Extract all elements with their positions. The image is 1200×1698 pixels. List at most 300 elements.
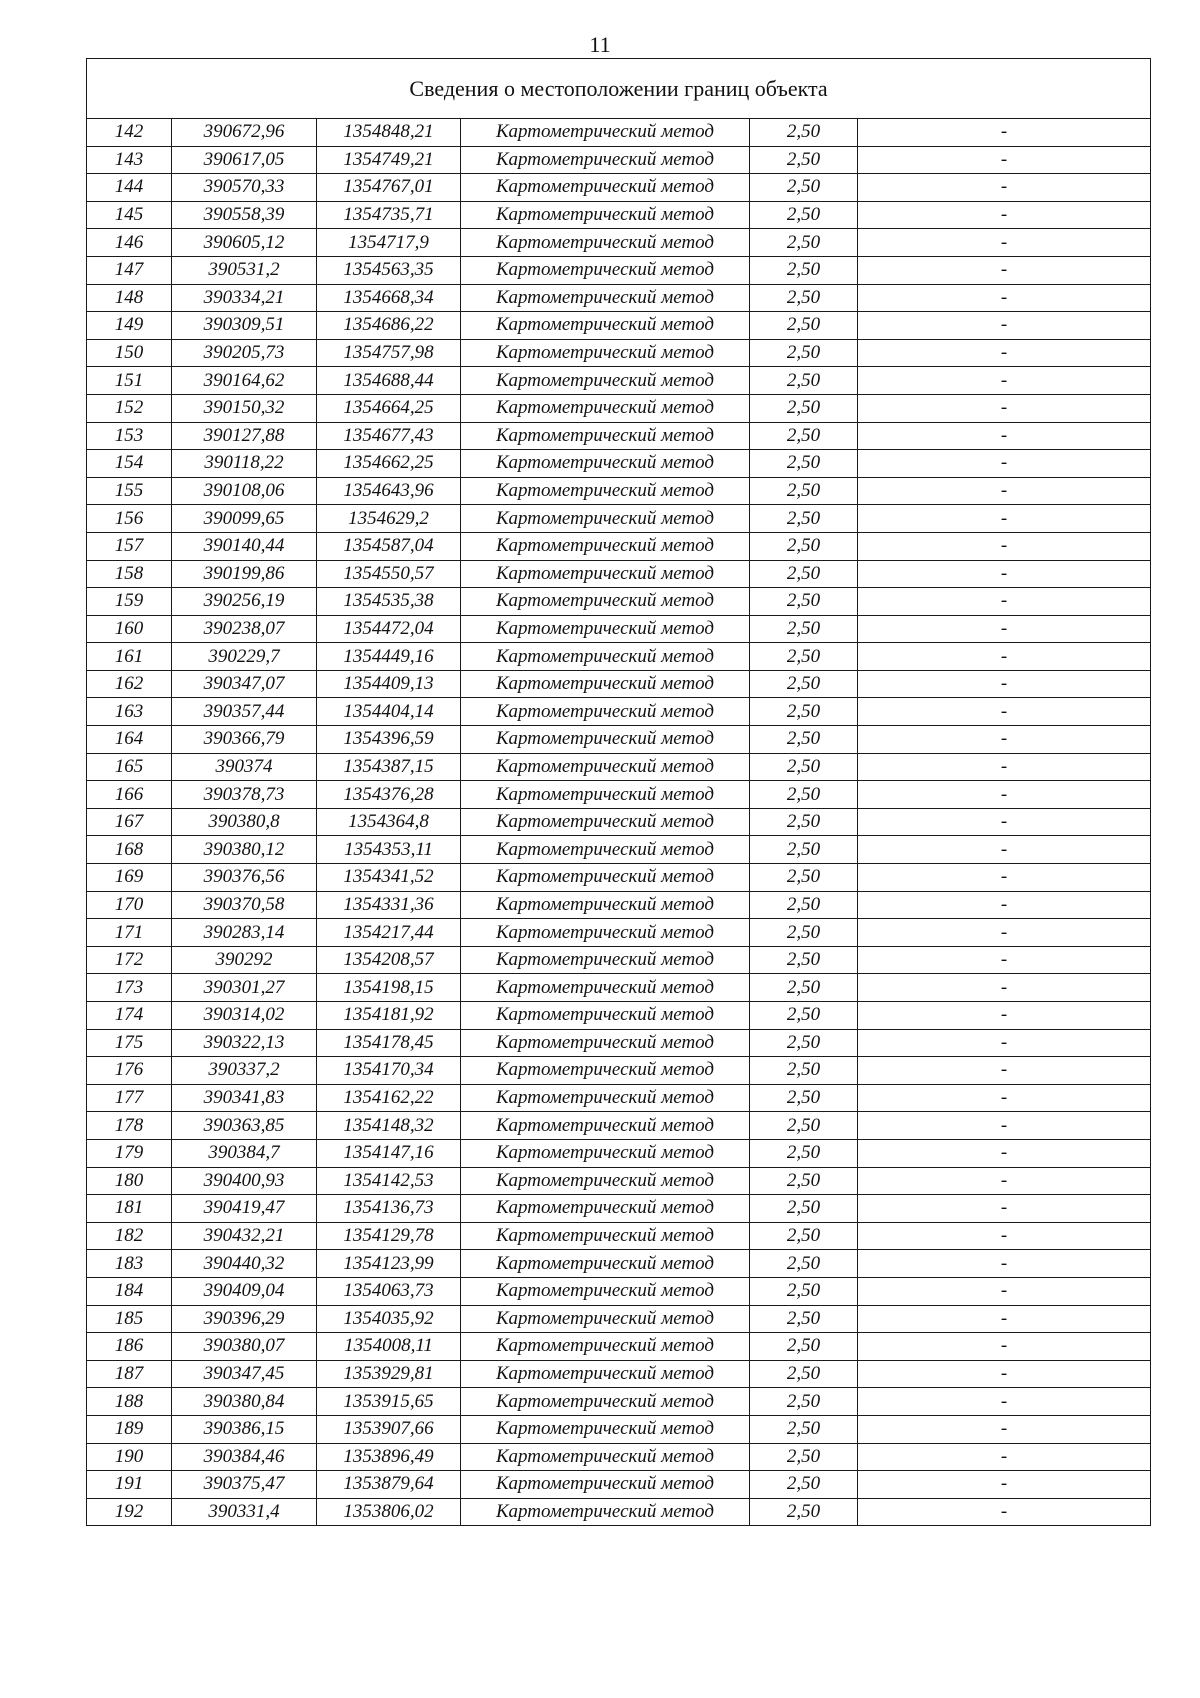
method-cell: Картометрический метод	[461, 698, 750, 726]
table-row	[87, 946, 1151, 974]
y-coordinate-cell: 1354170,34	[317, 1057, 461, 1085]
point-number-cell: 182	[87, 1222, 172, 1250]
method-cell: Картометрический метод	[461, 1195, 750, 1223]
accuracy-cell: 2,50	[750, 450, 858, 478]
y-coordinate-cell: 1354331,36	[317, 891, 461, 919]
y-coordinate-cell: 1354686,22	[317, 312, 461, 340]
accuracy-cell: 2,50	[750, 946, 858, 974]
x-coordinate-cell: 390357,44	[172, 698, 317, 726]
description-cell: -	[858, 1195, 1151, 1223]
point-number-cell: 146	[87, 229, 172, 257]
y-coordinate-cell: 1354688,44	[317, 367, 461, 395]
description-cell: -	[858, 1112, 1151, 1140]
x-coordinate-cell: 390400,93	[172, 1167, 317, 1195]
table-row	[87, 698, 1151, 726]
y-coordinate-cell: 1354449,16	[317, 643, 461, 671]
y-coordinate-cell: 1353896,49	[317, 1443, 461, 1471]
x-coordinate-cell: 390229,7	[172, 643, 317, 671]
description-cell: -	[858, 1471, 1151, 1499]
method-cell: Картометрический метод	[461, 229, 750, 257]
point-number-cell: 167	[87, 808, 172, 836]
description-cell: -	[858, 1415, 1151, 1443]
point-number-cell: 187	[87, 1360, 172, 1388]
table-row	[87, 1333, 1151, 1361]
description-cell: -	[858, 532, 1151, 560]
y-coordinate-cell: 1354409,13	[317, 670, 461, 698]
method-cell: Картометрический метод	[461, 919, 750, 947]
description-cell: -	[858, 1002, 1151, 1030]
table-row	[87, 1167, 1151, 1195]
accuracy-cell: 2,50	[750, 1029, 858, 1057]
description-cell: -	[858, 505, 1151, 533]
accuracy-cell: 2,50	[750, 836, 858, 864]
description-cell: -	[858, 588, 1151, 616]
method-cell: Картометрический метод	[461, 201, 750, 229]
x-coordinate-cell: 390238,07	[172, 615, 317, 643]
table-row	[87, 1112, 1151, 1140]
point-number-cell: 169	[87, 864, 172, 892]
table-row	[87, 505, 1151, 533]
table-row	[87, 1498, 1151, 1526]
description-cell: -	[858, 422, 1151, 450]
description-cell: -	[858, 864, 1151, 892]
point-number-cell: 189	[87, 1415, 172, 1443]
table-row	[87, 1195, 1151, 1223]
description-cell: -	[858, 1167, 1151, 1195]
table-row	[87, 229, 1151, 257]
y-coordinate-cell: 1354396,59	[317, 726, 461, 754]
y-coordinate-cell: 1354198,15	[317, 974, 461, 1002]
point-number-cell: 148	[87, 284, 172, 312]
description-cell: -	[858, 256, 1151, 284]
method-cell: Картометрический метод	[461, 946, 750, 974]
accuracy-cell: 2,50	[750, 367, 858, 395]
method-cell: Картометрический метод	[461, 450, 750, 478]
accuracy-cell: 2,50	[750, 560, 858, 588]
point-number-cell: 168	[87, 836, 172, 864]
method-cell: Картометрический метод	[461, 1388, 750, 1416]
x-coordinate-cell: 390396,29	[172, 1305, 317, 1333]
y-coordinate-cell: 1354535,38	[317, 588, 461, 616]
method-cell: Картометрический метод	[461, 1084, 750, 1112]
y-coordinate-cell: 1353915,65	[317, 1388, 461, 1416]
accuracy-cell: 2,50	[750, 1277, 858, 1305]
y-coordinate-cell: 1354208,57	[317, 946, 461, 974]
table-row	[87, 808, 1151, 836]
point-number-cell: 190	[87, 1443, 172, 1471]
table-row	[87, 312, 1151, 340]
accuracy-cell: 2,50	[750, 201, 858, 229]
y-coordinate-cell: 1354757,98	[317, 339, 461, 367]
description-cell: -	[858, 174, 1151, 202]
accuracy-cell: 2,50	[750, 1057, 858, 1085]
accuracy-cell: 2,50	[750, 615, 858, 643]
table-row	[87, 1360, 1151, 1388]
method-cell: Картометрический метод	[461, 1305, 750, 1333]
point-number-cell: 158	[87, 560, 172, 588]
boundary-table	[86, 58, 1151, 1526]
description-cell: -	[858, 560, 1151, 588]
table-row	[87, 643, 1151, 671]
description-cell: -	[858, 450, 1151, 478]
method-cell: Картометрический метод	[461, 726, 750, 754]
x-coordinate-cell: 390108,06	[172, 477, 317, 505]
y-coordinate-cell: 1354387,15	[317, 753, 461, 781]
point-number-cell: 178	[87, 1112, 172, 1140]
description-cell: -	[858, 974, 1151, 1002]
method-cell: Картометрический метод	[461, 974, 750, 1002]
method-cell: Картометрический метод	[461, 394, 750, 422]
y-coordinate-cell: 1353907,66	[317, 1415, 461, 1443]
description-cell: -	[858, 312, 1151, 340]
table-row	[87, 919, 1151, 947]
x-coordinate-cell: 390309,51	[172, 312, 317, 340]
y-coordinate-cell: 1354717,9	[317, 229, 461, 257]
method-cell: Картометрический метод	[461, 284, 750, 312]
method-cell: Картометрический метод	[461, 1360, 750, 1388]
accuracy-cell: 2,50	[750, 505, 858, 533]
table-row	[87, 1250, 1151, 1278]
point-number-cell: 156	[87, 505, 172, 533]
point-number-cell: 166	[87, 781, 172, 809]
accuracy-cell: 2,50	[750, 394, 858, 422]
y-coordinate-cell: 1354364,8	[317, 808, 461, 836]
method-cell: Картометрический метод	[461, 560, 750, 588]
accuracy-cell: 2,50	[750, 919, 858, 947]
table-row	[87, 1305, 1151, 1333]
x-coordinate-cell: 390384,46	[172, 1443, 317, 1471]
y-coordinate-cell: 1354008,11	[317, 1333, 461, 1361]
table-row	[87, 174, 1151, 202]
y-coordinate-cell: 1354162,22	[317, 1084, 461, 1112]
accuracy-cell: 2,50	[750, 864, 858, 892]
point-number-cell: 145	[87, 201, 172, 229]
point-number-cell: 172	[87, 946, 172, 974]
table-row	[87, 588, 1151, 616]
x-coordinate-cell: 390334,21	[172, 284, 317, 312]
method-cell: Картометрический метод	[461, 588, 750, 616]
point-number-cell: 192	[87, 1498, 172, 1526]
y-coordinate-cell: 1354147,16	[317, 1139, 461, 1167]
point-number-cell: 170	[87, 891, 172, 919]
x-coordinate-cell: 390256,19	[172, 588, 317, 616]
accuracy-cell: 2,50	[750, 477, 858, 505]
point-number-cell: 161	[87, 643, 172, 671]
method-cell: Картометрический метод	[461, 1277, 750, 1305]
y-coordinate-cell: 1353879,64	[317, 1471, 461, 1499]
page-number: 11	[589, 32, 611, 57]
point-number-cell: 154	[87, 450, 172, 478]
y-coordinate-cell: 1354063,73	[317, 1277, 461, 1305]
table-row	[87, 781, 1151, 809]
accuracy-cell: 2,50	[750, 643, 858, 671]
x-coordinate-cell: 390164,62	[172, 367, 317, 395]
table-row	[87, 753, 1151, 781]
x-coordinate-cell: 390375,47	[172, 1471, 317, 1499]
y-coordinate-cell: 1354148,32	[317, 1112, 461, 1140]
method-cell: Картометрический метод	[461, 1333, 750, 1361]
method-cell: Картометрический метод	[461, 753, 750, 781]
method-cell: Картометрический метод	[461, 146, 750, 174]
point-number-cell: 153	[87, 422, 172, 450]
y-coordinate-cell: 1354353,11	[317, 836, 461, 864]
y-coordinate-cell: 1354136,73	[317, 1195, 461, 1223]
x-coordinate-cell: 390419,47	[172, 1195, 317, 1223]
description-cell: -	[858, 726, 1151, 754]
method-cell: Картометрический метод	[461, 1415, 750, 1443]
x-coordinate-cell: 390292	[172, 946, 317, 974]
description-cell: -	[858, 1084, 1151, 1112]
table-row	[87, 974, 1151, 1002]
table-row	[87, 560, 1151, 588]
y-coordinate-cell: 1354404,14	[317, 698, 461, 726]
description-cell: -	[858, 146, 1151, 174]
x-coordinate-cell: 390366,79	[172, 726, 317, 754]
description-cell: -	[858, 1139, 1151, 1167]
point-number-cell: 171	[87, 919, 172, 947]
table-row	[87, 891, 1151, 919]
point-number-cell: 164	[87, 726, 172, 754]
accuracy-cell: 2,50	[750, 1139, 858, 1167]
y-coordinate-cell: 1354376,28	[317, 781, 461, 809]
description-cell: -	[858, 339, 1151, 367]
method-cell: Картометрический метод	[461, 864, 750, 892]
x-coordinate-cell: 390337,2	[172, 1057, 317, 1085]
point-number-cell: 181	[87, 1195, 172, 1223]
method-cell: Картометрический метод	[461, 781, 750, 809]
table-row	[87, 615, 1151, 643]
method-cell: Картометрический метод	[461, 339, 750, 367]
accuracy-cell: 2,50	[750, 1222, 858, 1250]
accuracy-cell: 2,50	[750, 146, 858, 174]
point-number-cell: 173	[87, 974, 172, 1002]
x-coordinate-cell: 390432,21	[172, 1222, 317, 1250]
accuracy-cell: 2,50	[750, 670, 858, 698]
table-row	[87, 394, 1151, 422]
description-cell: -	[858, 1498, 1151, 1526]
table-row	[87, 339, 1151, 367]
table-row	[87, 256, 1151, 284]
x-coordinate-cell: 390150,32	[172, 394, 317, 422]
x-coordinate-cell: 390283,14	[172, 919, 317, 947]
accuracy-cell: 2,50	[750, 1112, 858, 1140]
x-coordinate-cell: 390341,83	[172, 1084, 317, 1112]
table-row	[87, 1415, 1151, 1443]
y-coordinate-cell: 1354129,78	[317, 1222, 461, 1250]
description-cell: -	[858, 477, 1151, 505]
table-row	[87, 864, 1151, 892]
description-cell: -	[858, 1029, 1151, 1057]
description-cell: -	[858, 284, 1151, 312]
table-row	[87, 1084, 1151, 1112]
description-cell: -	[858, 1333, 1151, 1361]
table-row	[87, 1029, 1151, 1057]
table-title: Сведения о местоположении границ объекта	[87, 59, 1151, 119]
y-coordinate-cell: 1354848,21	[317, 119, 461, 147]
point-number-cell: 147	[87, 256, 172, 284]
description-cell: -	[858, 670, 1151, 698]
table-row	[87, 201, 1151, 229]
y-coordinate-cell: 1353806,02	[317, 1498, 461, 1526]
description-cell: -	[858, 229, 1151, 257]
point-number-cell: 149	[87, 312, 172, 340]
description-cell: -	[858, 119, 1151, 147]
accuracy-cell: 2,50	[750, 1388, 858, 1416]
point-number-cell: 183	[87, 1250, 172, 1278]
table-row	[87, 1139, 1151, 1167]
accuracy-cell: 2,50	[750, 1471, 858, 1499]
x-coordinate-cell: 390199,86	[172, 560, 317, 588]
accuracy-cell: 2,50	[750, 588, 858, 616]
table-row	[87, 532, 1151, 560]
method-cell: Картометрический метод	[461, 1167, 750, 1195]
x-coordinate-cell: 390347,45	[172, 1360, 317, 1388]
accuracy-cell: 2,50	[750, 698, 858, 726]
y-coordinate-cell: 1354123,99	[317, 1250, 461, 1278]
point-number-cell: 186	[87, 1333, 172, 1361]
y-coordinate-cell: 1354341,52	[317, 864, 461, 892]
accuracy-cell: 2,50	[750, 1360, 858, 1388]
table-row	[87, 1002, 1151, 1030]
point-number-cell: 188	[87, 1388, 172, 1416]
description-cell: -	[858, 1057, 1151, 1085]
method-cell: Картометрический метод	[461, 505, 750, 533]
accuracy-cell: 2,50	[750, 1167, 858, 1195]
accuracy-cell: 2,50	[750, 781, 858, 809]
accuracy-cell: 2,50	[750, 422, 858, 450]
x-coordinate-cell: 390605,12	[172, 229, 317, 257]
method-cell: Картометрический метод	[461, 174, 750, 202]
description-cell: -	[858, 1222, 1151, 1250]
description-cell: -	[858, 753, 1151, 781]
table-row	[87, 450, 1151, 478]
x-coordinate-cell: 390376,56	[172, 864, 317, 892]
x-coordinate-cell: 390380,84	[172, 1388, 317, 1416]
accuracy-cell: 2,50	[750, 1250, 858, 1278]
table-row	[87, 284, 1151, 312]
accuracy-cell: 2,50	[750, 726, 858, 754]
accuracy-cell: 2,50	[750, 532, 858, 560]
x-coordinate-cell: 390558,39	[172, 201, 317, 229]
x-coordinate-cell: 390331,4	[172, 1498, 317, 1526]
y-coordinate-cell: 1354735,71	[317, 201, 461, 229]
table-row	[87, 1222, 1151, 1250]
point-number-cell: 179	[87, 1139, 172, 1167]
method-cell: Картометрический метод	[461, 532, 750, 560]
table-body	[87, 119, 1151, 1526]
method-cell: Картометрический метод	[461, 312, 750, 340]
point-number-cell: 174	[87, 1002, 172, 1030]
x-coordinate-cell: 390370,58	[172, 891, 317, 919]
description-cell: -	[858, 1305, 1151, 1333]
table-title-row	[87, 59, 1151, 119]
method-cell: Картометрический метод	[461, 256, 750, 284]
x-coordinate-cell: 390140,44	[172, 532, 317, 560]
point-number-cell: 175	[87, 1029, 172, 1057]
description-cell: -	[858, 201, 1151, 229]
x-coordinate-cell: 390118,22	[172, 450, 317, 478]
y-coordinate-cell: 1354035,92	[317, 1305, 461, 1333]
point-number-cell: 180	[87, 1167, 172, 1195]
method-cell: Картометрический метод	[461, 477, 750, 505]
y-coordinate-cell: 1354587,04	[317, 532, 461, 560]
accuracy-cell: 2,50	[750, 1415, 858, 1443]
method-cell: Картометрический метод	[461, 1471, 750, 1499]
accuracy-cell: 2,50	[750, 1333, 858, 1361]
point-number-cell: 191	[87, 1471, 172, 1499]
method-cell: Картометрический метод	[461, 836, 750, 864]
description-cell: -	[858, 394, 1151, 422]
x-coordinate-cell: 390380,07	[172, 1333, 317, 1361]
x-coordinate-cell: 390314,02	[172, 1002, 317, 1030]
point-number-cell: 185	[87, 1305, 172, 1333]
x-coordinate-cell: 390322,13	[172, 1029, 317, 1057]
accuracy-cell: 2,50	[750, 174, 858, 202]
point-number-cell: 142	[87, 119, 172, 147]
x-coordinate-cell: 390205,73	[172, 339, 317, 367]
description-cell: -	[858, 1250, 1151, 1278]
description-cell: -	[858, 643, 1151, 671]
description-cell: -	[858, 781, 1151, 809]
x-coordinate-cell: 390099,65	[172, 505, 317, 533]
method-cell: Картометрический метод	[461, 1057, 750, 1085]
point-number-cell: 150	[87, 339, 172, 367]
accuracy-cell: 2,50	[750, 891, 858, 919]
table-row	[87, 119, 1151, 147]
x-coordinate-cell: 390570,33	[172, 174, 317, 202]
description-cell: -	[858, 1443, 1151, 1471]
accuracy-cell: 2,50	[750, 1305, 858, 1333]
method-cell: Картометрический метод	[461, 615, 750, 643]
point-number-cell: 151	[87, 367, 172, 395]
table-row	[87, 422, 1151, 450]
point-number-cell: 184	[87, 1277, 172, 1305]
table-row	[87, 726, 1151, 754]
x-coordinate-cell: 390380,12	[172, 836, 317, 864]
accuracy-cell: 2,50	[750, 1498, 858, 1526]
method-cell: Картометрический метод	[461, 643, 750, 671]
method-cell: Картометрический метод	[461, 1139, 750, 1167]
y-coordinate-cell: 1354181,92	[317, 1002, 461, 1030]
point-number-cell: 163	[87, 698, 172, 726]
description-cell: -	[858, 367, 1151, 395]
y-coordinate-cell: 1354629,2	[317, 505, 461, 533]
x-coordinate-cell: 390363,85	[172, 1112, 317, 1140]
x-coordinate-cell: 390672,96	[172, 119, 317, 147]
y-coordinate-cell: 1354662,25	[317, 450, 461, 478]
accuracy-cell: 2,50	[750, 1002, 858, 1030]
point-number-cell: 162	[87, 670, 172, 698]
method-cell: Картометрический метод	[461, 808, 750, 836]
method-cell: Картометрический метод	[461, 1443, 750, 1471]
x-coordinate-cell: 390301,27	[172, 974, 317, 1002]
y-coordinate-cell: 1354550,57	[317, 560, 461, 588]
point-number-cell: 160	[87, 615, 172, 643]
method-cell: Картометрический метод	[461, 422, 750, 450]
method-cell: Картометрический метод	[461, 1250, 750, 1278]
method-cell: Картометрический метод	[461, 1222, 750, 1250]
y-coordinate-cell: 1354563,35	[317, 256, 461, 284]
point-number-cell: 152	[87, 394, 172, 422]
x-coordinate-cell: 390378,73	[172, 781, 317, 809]
point-number-cell: 143	[87, 146, 172, 174]
point-number-cell: 177	[87, 1084, 172, 1112]
point-number-cell: 155	[87, 477, 172, 505]
method-cell: Картометрический метод	[461, 1002, 750, 1030]
accuracy-cell: 2,50	[750, 1443, 858, 1471]
y-coordinate-cell: 1354178,45	[317, 1029, 461, 1057]
x-coordinate-cell: 390409,04	[172, 1277, 317, 1305]
